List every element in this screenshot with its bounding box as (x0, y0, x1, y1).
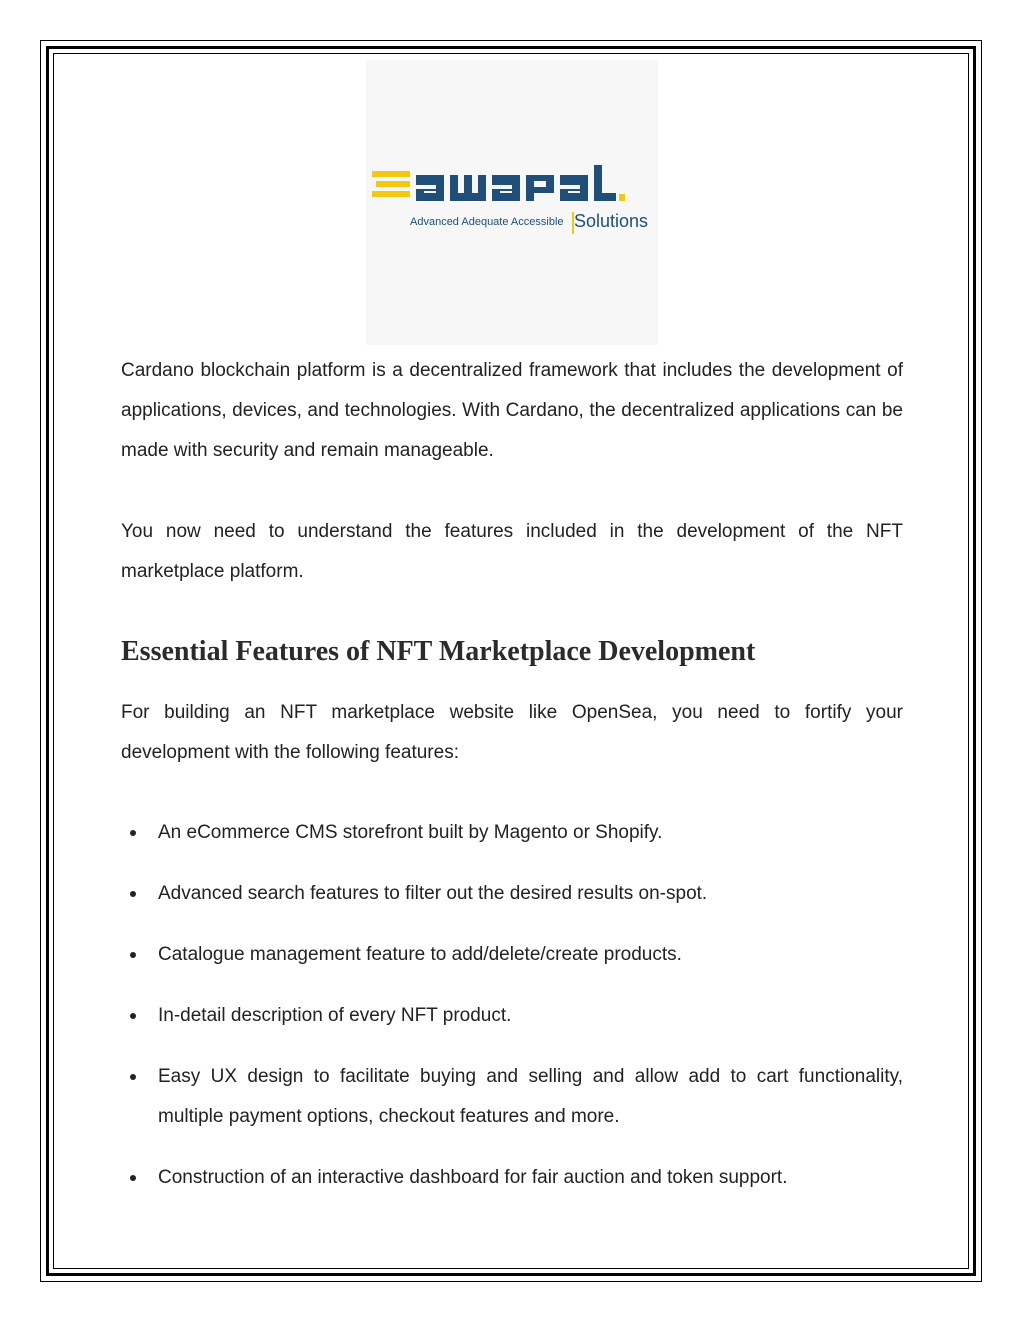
logo-solutions-text: Solutions (574, 211, 649, 231)
list-item-text: Catalogue management feature to add/delete/create products. (158, 944, 682, 965)
list-item-text: Easy UX design to facilitate buying and selling and allow add to cart functionality, multiple payment options, checkout features and more. (158, 1066, 903, 1127)
understand-paragraph: You now need to understand the features included in the development of the NFT marketplace platform. (121, 521, 903, 582)
awapal-logo-mark (366, 60, 658, 345)
list-item-text: An eCommerce CMS storefront built by Magento or Shopify. (158, 822, 663, 843)
lead-paragraph: For building an NFT marketplace website like OpenSea, you need to fortify your development with the following features: (121, 702, 903, 763)
list-item (121, 1057, 903, 1137)
list-item (121, 874, 903, 914)
section-heading: Essential Features of NFT Marketplace Development (121, 636, 756, 667)
bullet-icon (130, 1013, 136, 1019)
bullet-icon (130, 830, 136, 836)
bullet-icon (130, 1074, 136, 1080)
bullet-icon (130, 891, 136, 897)
list-item (121, 996, 903, 1036)
list-item (121, 813, 903, 853)
list-item (121, 935, 903, 975)
list-item-text: In-detail description of every NFT product. (158, 1005, 512, 1026)
company-logo (366, 60, 658, 345)
features-list (121, 813, 903, 1219)
bullet-icon (130, 1175, 136, 1181)
bullet-icon (130, 952, 136, 958)
list-item (121, 1158, 903, 1198)
list-item-text: Advanced search features to filter out the desired results on-spot. (158, 883, 708, 904)
intro-paragraph: Cardano blockchain platform is a decentralized framework that includes the development of applications, devices, and technologies. With Cardano, the decentralized applications can be made with security and remain manageable. (121, 360, 903, 461)
list-item-text: Construction of an interactive dashboard for fair auction and token support. (158, 1167, 788, 1188)
logo-tagline: Advanced Adequate Accessible (410, 216, 564, 228)
